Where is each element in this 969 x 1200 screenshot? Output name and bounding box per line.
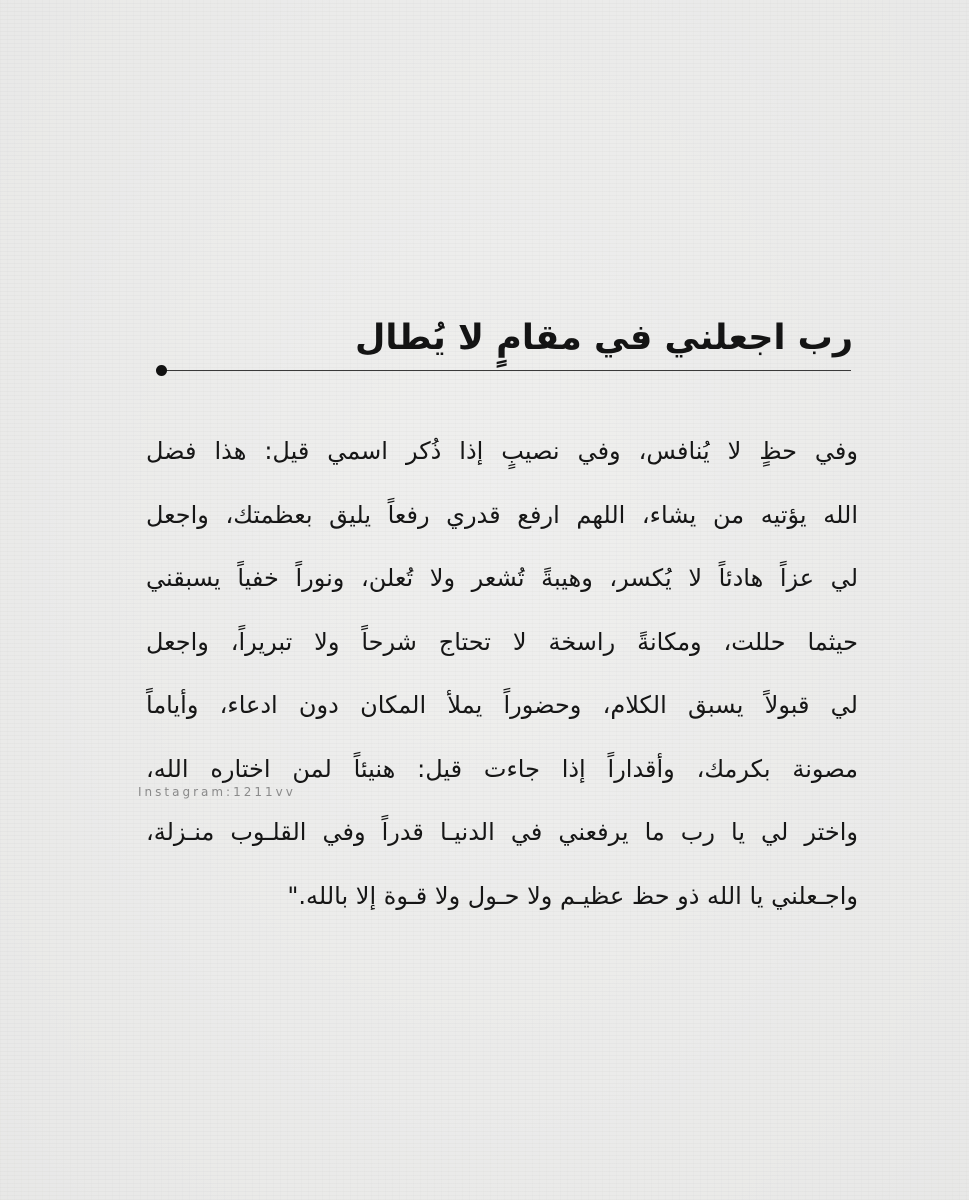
quote-title: رب اجعلني في مقامٍ لا يُطال	[355, 318, 853, 358]
quote-line: حيثما حللت، ومكانةً راسخة لا تحتاج شرحاً ولا تبريراً، واجعل	[146, 627, 858, 656]
quote-line: الله يؤتيه من يشاء، اللهم ارفع قدري رفعاً يليق بعظمتك، واجعل	[146, 500, 858, 529]
divider-dot	[156, 365, 167, 376]
quote-line: مصونة بكرمك، وأقداراً إذا جاءت قيل: هنيئاً لمن اختاره الله،	[146, 754, 858, 783]
quote-line: لي عزاً هادئاً لا يُكسر، وهيبةً تُشعر ولا تُعلن، ونوراً خفياً يسبقني	[146, 564, 858, 592]
instagram-watermark: Instagram:1211vv	[138, 785, 296, 799]
quote-line: واجـعلني يا الله ذو حظ عظيـم ولا حـول ولا قـوة إلا بالله."	[287, 881, 858, 910]
quote-line: واختر لي يا رب ما يرفعني في الدنيـا قدراً وفي القلـوب منـزلة،	[146, 818, 858, 846]
quote-line: لي قبولاً يسبق الكلام، وحضوراً يملأ المكان دون ادعاء، وأياماً	[146, 691, 858, 719]
quote-body	[146, 420, 858, 928]
title-divider	[161, 370, 851, 371]
quote-line: وفي حظٍ لا يُنافس، وفي نصيبٍ إذا ذُكر اسمي قيل: هذا فضل	[146, 437, 858, 465]
